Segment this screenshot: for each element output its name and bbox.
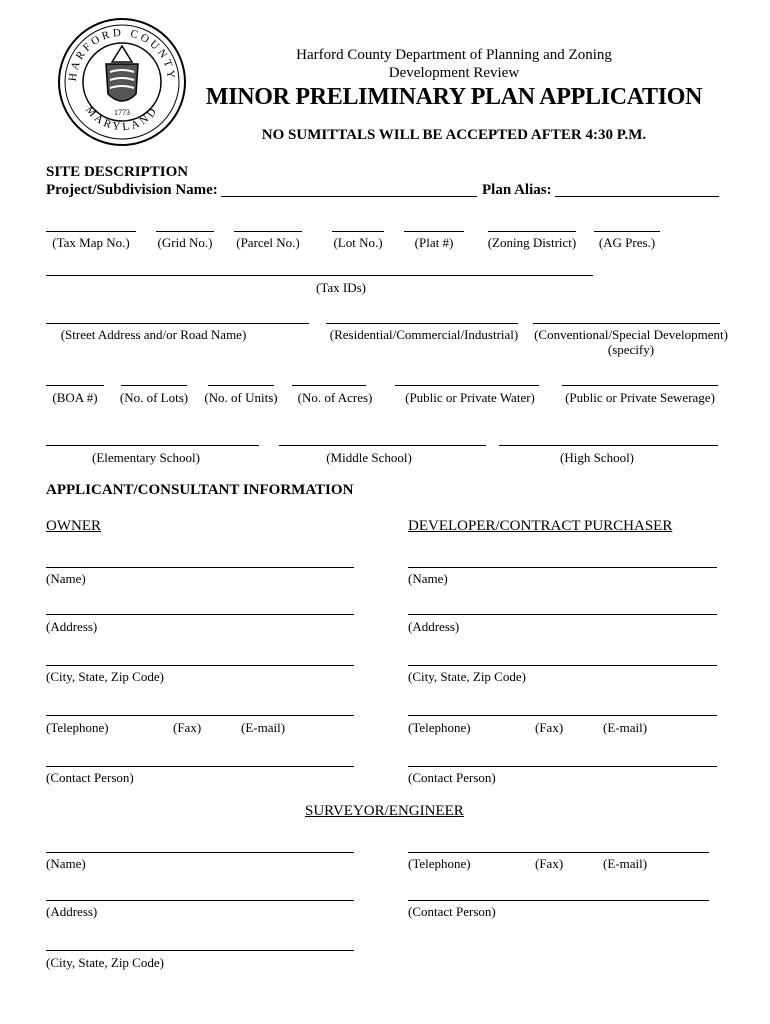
- developer-telephone-label: (Telephone): [408, 720, 471, 735]
- zoning-field[interactable]: [488, 231, 576, 232]
- elementary-school-field[interactable]: [46, 445, 259, 446]
- owner-contact-person-field[interactable]: [46, 766, 354, 767]
- project-name-label: Project/Subdivision Name:: [46, 182, 218, 198]
- owner-contact-info-field[interactable]: [46, 715, 354, 716]
- owner-address-label: (Address): [46, 619, 98, 634]
- lot-label: (Lot No.): [333, 235, 383, 250]
- surveyor-address-field[interactable]: [46, 900, 354, 901]
- surveyor-name-field[interactable]: [46, 852, 354, 853]
- owner-heading: OWNER: [46, 518, 101, 534]
- zoning-label: (Zoning District): [487, 235, 577, 250]
- owner-telephone-label: (Telephone): [46, 720, 109, 735]
- sewerage-field[interactable]: [562, 385, 718, 386]
- developer-heading: DEVELOPER/CONTRACT PURCHASER: [408, 518, 673, 534]
- development-type-field[interactable]: [533, 323, 720, 324]
- county-seal: [56, 16, 188, 148]
- tax-map-field[interactable]: [46, 231, 136, 232]
- owner-name-label: (Name): [46, 571, 86, 586]
- surveyor-address-label: (Address): [46, 904, 98, 919]
- parcel-label: (Parcel No.): [236, 235, 300, 250]
- units-label: (No. of Units): [204, 390, 278, 405]
- plan-alias-label: Plan Alias:: [482, 182, 552, 198]
- surveyor-contact-info-field[interactable]: [408, 852, 709, 853]
- seal-bottom-text: MARYLAND: [83, 103, 161, 134]
- parcel-field[interactable]: [234, 231, 302, 232]
- developer-name-label: (Name): [408, 571, 448, 586]
- owner-address-field[interactable]: [46, 614, 354, 615]
- surveyor-city-label: (City, State, Zip Code): [46, 955, 164, 970]
- page-title: MINOR PRELIMINARY PLAN APPLICATION: [205, 84, 703, 110]
- tax-ids-field[interactable]: [46, 275, 593, 276]
- site-description-heading: SITE DESCRIPTION: [46, 164, 189, 180]
- acres-field[interactable]: [292, 385, 366, 386]
- developer-contact-person-label: (Contact Person): [408, 770, 496, 785]
- surveyor-heading: SURVEYOR/ENGINEER: [305, 803, 464, 819]
- developer-contact-info-field[interactable]: [408, 715, 717, 716]
- seal-top-text: HARFORD COUNTY: [66, 26, 178, 82]
- surveyor-fax-label: (Fax): [535, 856, 564, 871]
- plat-label: (Plat #): [414, 235, 454, 250]
- ag-pres-label: (AG Pres.): [598, 235, 656, 250]
- street-address-field[interactable]: [46, 323, 309, 324]
- water-label: (Public or Private Water): [405, 390, 535, 405]
- sewerage-label: (Public or Private Sewerage): [565, 390, 715, 405]
- surveyor-contact-person-field[interactable]: [408, 900, 709, 901]
- grid-label: (Grid No.): [157, 235, 213, 250]
- use-type-label: (Residential/Commercial/Industrial): [329, 327, 519, 342]
- owner-city-field[interactable]: [46, 665, 354, 666]
- surveyor-email-label: (E-mail): [603, 856, 648, 871]
- owner-fax-label: (Fax): [173, 720, 202, 735]
- project-name-field[interactable]: [221, 196, 477, 197]
- middle-school-label: (Middle School): [326, 450, 412, 465]
- use-type-field[interactable]: [326, 323, 518, 324]
- developer-contact-person-field[interactable]: [408, 766, 717, 767]
- water-field[interactable]: [395, 385, 539, 386]
- surveyor-name-label: (Name): [46, 856, 86, 871]
- developer-name-field[interactable]: [408, 567, 717, 568]
- specify-label: (specify): [607, 342, 655, 357]
- division-name: Development Review: [388, 65, 520, 81]
- elementary-school-label: (Elementary School): [92, 450, 200, 465]
- boa-label: (BOA #): [52, 390, 98, 405]
- owner-contact-person-label: (Contact Person): [46, 770, 134, 785]
- surveyor-city-field[interactable]: [46, 950, 354, 951]
- owner-name-field[interactable]: [46, 567, 354, 568]
- units-field[interactable]: [208, 385, 274, 386]
- acres-label: (No. of Acres): [297, 390, 373, 405]
- high-school-label: (High School): [559, 450, 635, 465]
- developer-address-label: (Address): [408, 619, 460, 634]
- development-type-label: (Conventional/Special Development): [534, 327, 728, 342]
- ag-pres-field[interactable]: [594, 231, 660, 232]
- developer-fax-label: (Fax): [535, 720, 564, 735]
- middle-school-field[interactable]: [279, 445, 486, 446]
- applicant-heading: APPLICANT/CONSULTANT INFORMATION: [46, 482, 354, 498]
- lots-field[interactable]: [121, 385, 187, 386]
- developer-email-label: (E-mail): [603, 720, 648, 735]
- developer-city-field[interactable]: [408, 665, 717, 666]
- lot-field[interactable]: [332, 231, 384, 232]
- plan-alias-field[interactable]: [555, 196, 719, 197]
- seal-year: 1773: [114, 108, 130, 117]
- tax-map-label: (Tax Map No.): [52, 235, 130, 250]
- owner-email-label: (E-mail): [241, 720, 286, 735]
- plat-field[interactable]: [404, 231, 464, 232]
- tax-ids-label: (Tax IDs): [316, 280, 366, 295]
- surveyor-telephone-label: (Telephone): [408, 856, 471, 871]
- owner-city-label: (City, State, Zip Code): [46, 669, 164, 684]
- grid-field[interactable]: [156, 231, 214, 232]
- lots-label: (No. of Lots): [119, 390, 189, 405]
- developer-city-label: (City, State, Zip Code): [408, 669, 526, 684]
- submittal-notice: NO SUMITTALS WILL BE ACCEPTED AFTER 4:30 P.M.: [261, 127, 647, 143]
- boa-field[interactable]: [46, 385, 104, 386]
- department-name: Harford County Department of Planning and Zoning: [296, 47, 612, 63]
- developer-address-field[interactable]: [408, 614, 717, 615]
- street-address-label: (Street Address and/or Road Name): [60, 327, 247, 342]
- surveyor-contact-person-label: (Contact Person): [408, 904, 496, 919]
- high-school-field[interactable]: [499, 445, 718, 446]
